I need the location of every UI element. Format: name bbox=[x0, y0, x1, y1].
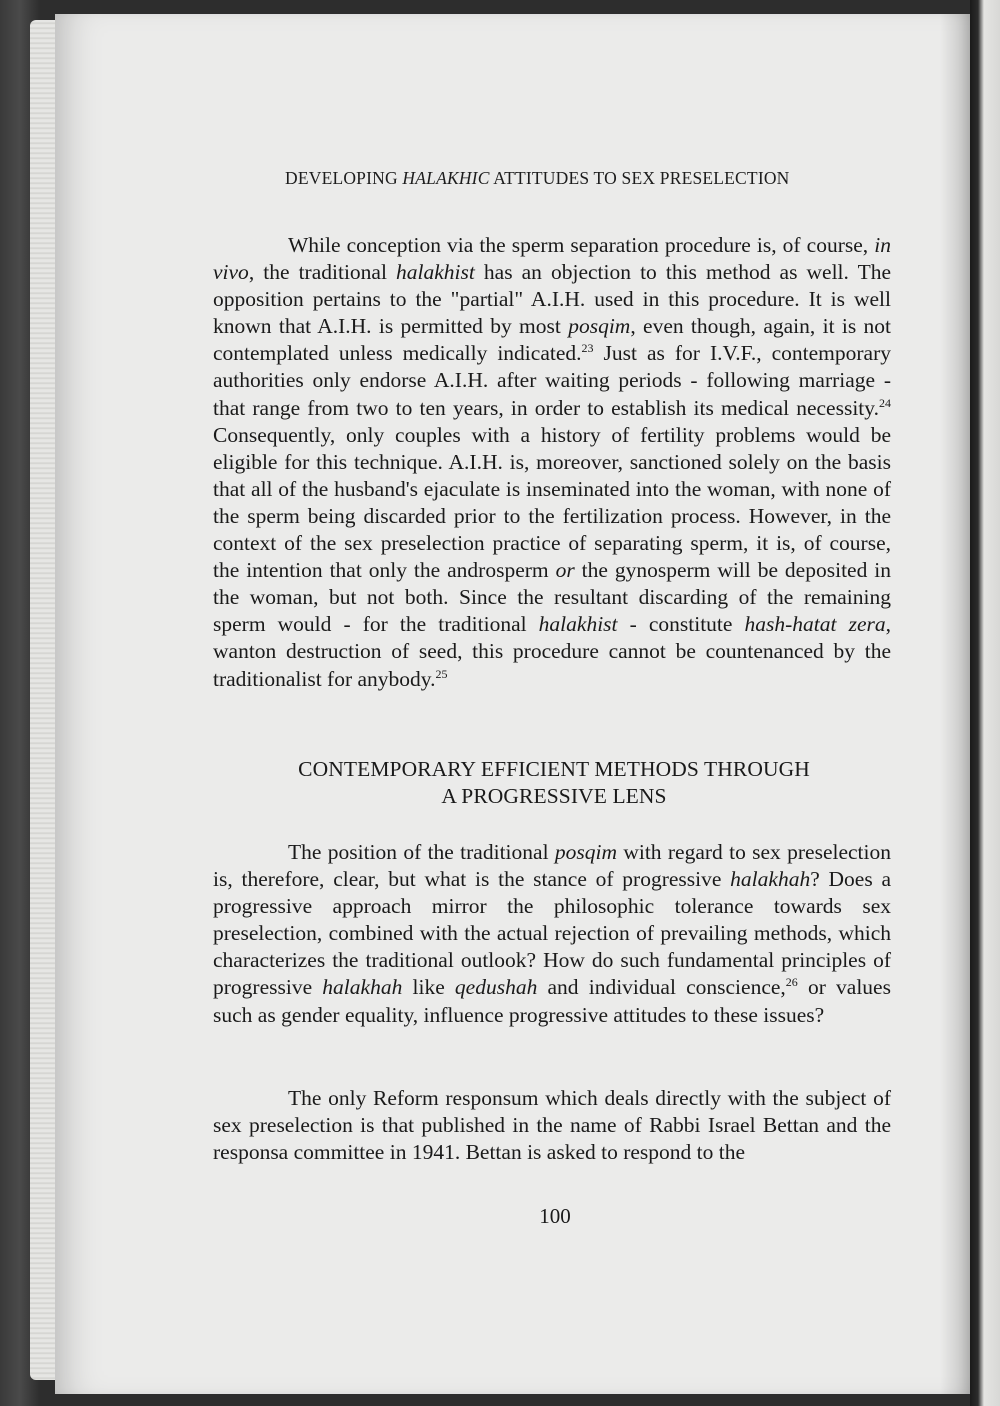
italic-term: qedushah bbox=[454, 975, 538, 1000]
running-head bbox=[285, 168, 815, 189]
paragraph-1 bbox=[213, 232, 891, 693]
paragraph-2-text bbox=[213, 839, 891, 1029]
text-run: with regard to sex preselection is, therefore, clear, but what is the stance of progressive bbox=[213, 840, 891, 892]
footnote-ref: 26 bbox=[785, 975, 798, 990]
paragraph-3-text bbox=[213, 1085, 891, 1166]
italic-term: halakhah bbox=[322, 975, 403, 1000]
facing-page-edge bbox=[970, 0, 1000, 1406]
running-head-suffix: ATTITUDES TO SEX PRESELECTION bbox=[489, 168, 790, 188]
text-run: - constitute bbox=[617, 612, 745, 637]
italic-term: hash-hatat zera bbox=[744, 612, 886, 637]
text-run: , the traditional bbox=[248, 260, 397, 285]
text-run: Just as for I.V.F., contemporary authorities only endorse A.I.H. after waiting periods - following marriage - that range from two to ten years, in order to establish its medical necessity. bbox=[213, 341, 891, 420]
paragraph-3 bbox=[213, 1085, 891, 1166]
text-run: the gynosperm will be deposited in the woman, but not both. Since the resultant discarding of the remaining sperm would - for the traditional bbox=[213, 558, 891, 637]
text-run: The only Reform responsum which deals directly with the subject of sex preselection is that published in the name of Rabbi Israel Bettan and the responsa committee in 1941. Bettan is asked to respond to the bbox=[213, 1086, 891, 1165]
paragraph-2 bbox=[213, 839, 891, 1029]
running-head-italic: HALAKHIC bbox=[402, 168, 490, 188]
italic-term: posqim bbox=[554, 840, 617, 864]
text-run: Consequently, only couples with a history of fertility problems would be eligible for this technique. A.I.H. is, moreover, sanctioned solely on the basis that all of the husband's ejaculate is inseminated into the woman, with none of the sperm being discarded prior to the fertilization process. However, in the context of the sex preselection practice of separating sperm, it is, of course, the intention that only the androsperm bbox=[213, 422, 891, 583]
running-head-prefix: DEVELOPING bbox=[285, 168, 403, 188]
paragraph-1-text bbox=[213, 232, 891, 693]
footnote-ref: 25 bbox=[435, 666, 448, 681]
section-heading bbox=[285, 756, 823, 810]
text-run: and individual conscience, bbox=[537, 975, 786, 1000]
book-page bbox=[55, 14, 970, 1394]
text-run: While conception via the sperm separation procedure is, of course, bbox=[288, 233, 875, 257]
text-run: has an objection to this method as well. The opposition pertains to the "partial" A.I.H. used in this procedure. It is well known that A.I.H. is permitted by most bbox=[213, 260, 891, 339]
italic-term: halakhah bbox=[730, 867, 811, 892]
text-run: or values such as gender equality, influence progressive attitudes to these issues? bbox=[213, 975, 891, 1027]
italic-term: halakhist bbox=[538, 612, 618, 637]
page-number: 100 bbox=[539, 1204, 571, 1228]
italic-term: or bbox=[555, 558, 575, 583]
footnote-ref: 24 bbox=[879, 395, 891, 410]
footnote-ref: 23 bbox=[581, 341, 594, 356]
text-run: , even though, again, it is not contemplated unless medically indicated. bbox=[213, 314, 891, 366]
italic-term: posqim bbox=[568, 314, 631, 339]
italic-term: halakhist bbox=[396, 260, 475, 285]
text-run: The position of the traditional bbox=[288, 840, 555, 864]
text-run: ? Does a progressive approach mirror the philosophic tolerance towards sex preselection, combined with the actual rejection of prevailing methods, which characterizes the traditional outlook? How do such fundamental principles of progressive bbox=[213, 867, 891, 1000]
text-run: , wanton destruction of seed, this procedure cannot be countenanced by the traditionalist for anybody. bbox=[213, 612, 891, 691]
section-heading-line-2: A PROGRESSIVE LENS bbox=[441, 784, 667, 808]
gutter-shadow bbox=[940, 14, 970, 1394]
text-run: like bbox=[402, 975, 455, 1000]
section-heading-line-1: CONTEMPORARY EFFICIENT METHODS THROUGH bbox=[298, 757, 810, 781]
italic-term: in vivo bbox=[213, 233, 891, 285]
